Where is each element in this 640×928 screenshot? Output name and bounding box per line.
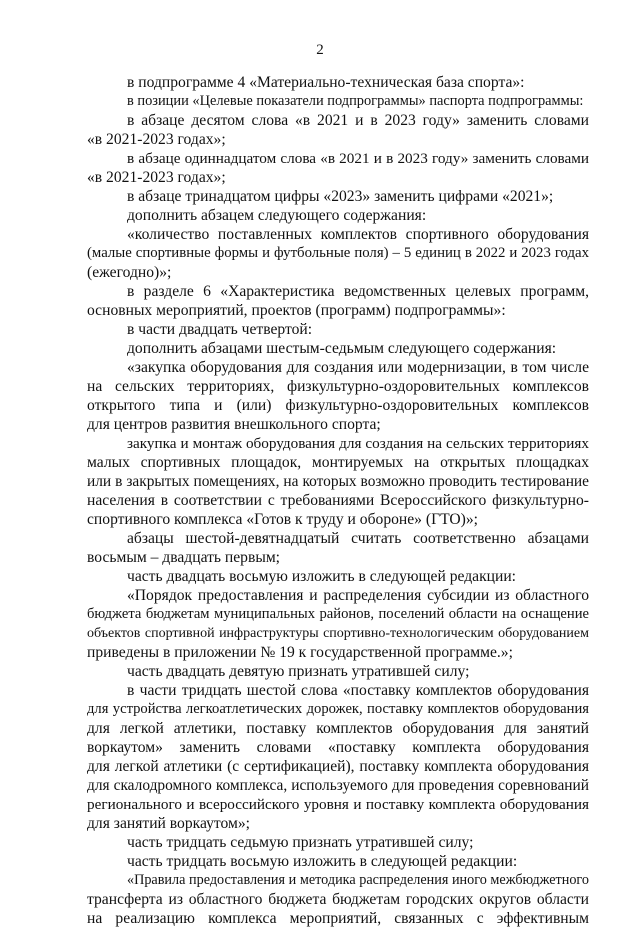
text-line: открытого типа и (или) физкультурно-оздоровительных комплексов — [87, 397, 589, 414]
text-line: трансферта из областного бюджета бюджетам городских округов области — [87, 891, 589, 908]
text-line: дополнить абзацами шестым-седьмым следующего содержания: — [127, 340, 557, 357]
text-line: в абзаце десятом слова «в 2021 и в 2023 году» заменить словами — [127, 112, 589, 129]
page-number: 2 — [316, 42, 324, 58]
text-line: основных мероприятий, проектов (программ) подпрограммы»: — [87, 302, 506, 319]
text-line: бюджета бюджетам муниципальных районов, поселений области на оснащение — [87, 606, 589, 622]
text-line: часть тридцать восьмую изложить в следующей редакции: — [127, 853, 518, 870]
text-line: в абзаце тринадцатом цифры «2023» заменить цифрами «2021»; — [127, 188, 554, 205]
text-line: для устройства легкоатлетических дорожек, поставку комплектов оборудования — [87, 701, 589, 717]
text-line: малых спортивных площадок, монтируемых на открытых площадках — [87, 454, 589, 471]
text-line: часть тридцать седьмую признать утратившей силу; — [127, 834, 474, 851]
text-line: часть двадцать девятую признать утратившей силу; — [127, 663, 470, 680]
text-line: в части тридцать шестой слова «поставку комплектов оборудования — [127, 682, 589, 699]
text-line: «Правила предоставления и методика распределения иного межбюджетного — [127, 872, 589, 888]
text-line: восьмым – двадцать первым; — [87, 549, 281, 566]
text-line: дополнить абзацем следующего содержания: — [127, 207, 427, 224]
text-line: (ежегодно)»; — [87, 264, 172, 281]
text-line: для занятий воркаутом»; — [87, 815, 251, 832]
text-line: «количество поставленных комплектов спортивного оборудования — [127, 226, 589, 243]
text-line: или в закрытых помещениях, на которых возможно проводить тестирование — [87, 473, 589, 490]
text-line: часть двадцать восьмую изложить в следующей редакции: — [127, 568, 517, 585]
text-line: (малые спортивные формы и футбольные поля) – 5 единиц в 2022 и 2023 годах — [87, 245, 589, 261]
text-line: «в 2021-2023 годах»; — [87, 131, 226, 148]
text-line: приведены в приложении № 19 к государственной программе.»; — [87, 644, 513, 661]
text-line: воркаутом» заменить словами «поставку комплекта оборудования — [87, 739, 589, 756]
text-line: для скалодромного комплекса, используемого для проведения соревнований — [87, 777, 589, 794]
text-line: для легкой атлетики, поставку комплектов оборудования для занятий — [87, 720, 589, 737]
text-line: «закупка оборудования для создания или модернизации, в том числе — [127, 359, 589, 376]
text-line: «в 2021-2023 годах»; — [87, 169, 226, 186]
text-line: абзацы шестой-девятнадцатый считать соответственно абзацами — [127, 530, 589, 547]
text-line: в части двадцать четвертой: — [127, 321, 313, 338]
text-line: регионального и всероссийского уровня и поставку комплекта оборудования — [87, 796, 589, 813]
document-body — [87, 73, 589, 928]
text-line: в абзаце одиннадцатом слова «в 2021 и в 2023 году» заменить словами — [127, 150, 589, 167]
text-line: для центров развития внешкольного спорта; — [87, 416, 381, 433]
text-line: в позиции «Целевые показатели подпрограммы» паспорта подпрограммы: — [127, 93, 584, 109]
text-line: «Порядок предоставления и распределения субсидии из областного — [127, 587, 589, 604]
text-line: объектов спортивной инфраструктуры спортивно-технологическим оборудованием — [87, 626, 589, 641]
text-line: для легкой атлетики (с сертификацией), поставку комплекта оборудования — [87, 758, 589, 775]
text-line: в разделе 6 «Характеристика ведомственных целевых программ, — [127, 283, 589, 300]
text-line: в подпрограмме 4 «Материально-техническая база спорта»: — [127, 74, 525, 91]
text-line: на сельских территориях, физкультурно-оздоровительных комплексов — [87, 378, 589, 395]
text-line: населения в соответствии с требованиями Всероссийского физкультурно- — [87, 492, 589, 509]
text-line: спортивного комплекса «Готов к труду и обороне» (ГТО)»; — [87, 511, 478, 528]
text-line: закупка и монтаж оборудования для создания на сельских территориях — [127, 435, 589, 452]
text-line: на реализацию комплекса мероприятий, связанных с эффективным — [87, 910, 589, 927]
